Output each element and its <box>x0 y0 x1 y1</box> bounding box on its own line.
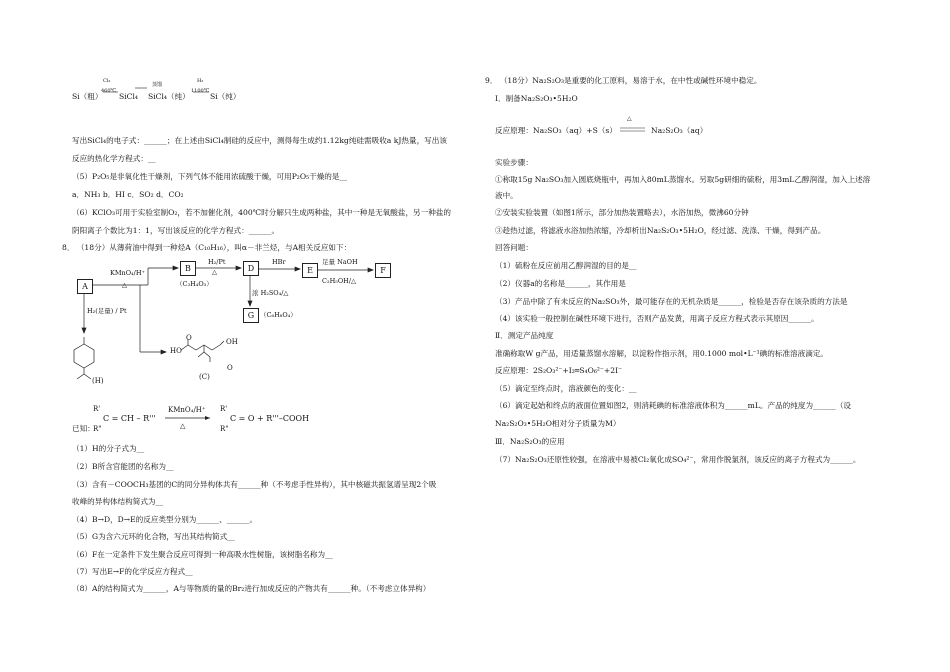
heat-symbol: △ <box>212 268 217 276</box>
distill-label: 蒸馏 <box>152 82 163 88</box>
q7-line: 反应的热化学方程式：__ <box>72 154 156 163</box>
compound-f-box: F <box>375 263 391 278</box>
reagent-h2: H₂ <box>197 78 204 84</box>
heat-symbol: △ <box>627 115 632 122</box>
section-1-title: Ⅰ．制备Na₂S₂O₃•5H₂O <box>495 94 578 103</box>
b-formula: （C₃H₄O₃） <box>176 280 213 288</box>
q8-line: （3）含有－COOCH₃基团的C的同分异构体共有______种（不考虑手性异构），其中核磁共振氢谱呈现2个吸 <box>72 480 437 489</box>
r-prime: R' <box>220 405 228 413</box>
q9-line: ①称取15g Na₂SO₃加入圆底烧瓶中，再加入80mL蒸馏水。另取5g研细的硫粉，用3mL乙醇润湿，加入上述溶 <box>495 175 871 184</box>
si-pure: Si（纯） <box>210 92 241 101</box>
temp-460: 460℃ <box>101 88 117 94</box>
h2-pt-reagent: H₂/Pt <box>208 258 226 266</box>
q9-line: （7）Na₂S₂O₃还原性较强，在溶液中易被Cl₂氧化成SO₄²⁻，常用作脱氯剂，该反应的离子方程式为______。 <box>495 455 861 464</box>
ho-group: HO <box>170 347 182 355</box>
hbr-reagent: HBr <box>272 258 286 266</box>
section-2-title: Ⅱ．测定产品纯度 <box>495 331 554 340</box>
q9-line: （3）产品中除了有未反应的Na₂SO₃外，最可能存在的无机杂质是______，检验是否存在该杂质的方法是 <box>495 297 848 306</box>
known-reaction-arrow <box>0 0 475 440</box>
q7-line: a．NH₃ b．HI c．SO₂ d．CO₂ <box>72 190 184 199</box>
q9-line: 液中。 <box>495 191 518 200</box>
known-product: C = O + R'''–COOH <box>230 414 310 423</box>
question-9-intro: 9． （18分）Na₂S₂O₃是重要的化工原料，易溶于水，在中性或碱性环境中稳定。 <box>485 76 762 85</box>
q9-line: ②安装实验装置（如图1所示，部分加热装置略去），水浴加热，微沸60分钟 <box>495 208 749 217</box>
reaction-principle: 反应原理：Na₂SO₃（aq）+S（s） <box>495 126 617 135</box>
q8-line: （2）B所含官能团的名称为__ <box>72 462 174 471</box>
reaction-equals-lines <box>475 0 950 140</box>
q9-line: （6）滴定起始和终点的液面位置如图2，则消耗碘的标准溶液体积为______mL。产品的纯度为______（设 <box>495 401 852 410</box>
carbonyl-o: O <box>227 364 233 372</box>
compound-b-box: B <box>180 261 196 276</box>
q8-line: 收峰的异构体结构简式为__ <box>72 497 164 506</box>
temp-1100: 1100℃ <box>191 88 210 94</box>
q8-line: （8）A的结构简式为______，A与等物质的量的Br₂进行加成反应的产物共有______种。（不考虑立体异构） <box>72 584 431 593</box>
g-formula: （C₆H₈O₄） <box>260 311 297 319</box>
alkene-part: C = CH – R''' <box>103 414 156 423</box>
heat-symbol: △ <box>180 422 186 430</box>
label-c: (C) <box>199 373 210 381</box>
naoh-reagent: 足量 NaOH <box>322 258 358 266</box>
ethanol-reagent: C₂H₅OH/△ <box>322 277 357 285</box>
oh-group: OH <box>226 338 238 346</box>
q9-line: （1）硫粉在反应前用乙醇润湿的目的是__ <box>495 261 637 270</box>
q9-line: 准确称取W g产品，用适量蒸馏水溶解，以淀粉作指示剂，用0.1000 mol•L⁻¹碘的标准溶液滴定。 <box>495 349 829 358</box>
h2-excess-reagent: H₂(足量) / Pt <box>87 307 127 315</box>
q9-line: （4）该实验一般控制在碱性环境下进行，否则产品发黄，用离子反应方程式表示其原因______。 <box>495 314 819 323</box>
r-double: R" <box>93 425 102 433</box>
q9-line: 实验步骤： <box>495 158 533 167</box>
q8-line: （7）写出E→F的化学反应方程式__ <box>72 567 193 576</box>
known-label: 已知： <box>72 424 95 433</box>
q7-line: （6）KClO₃可用于实验室制O₂，若不加催化剂，400℃时分解只生成两种盐，其中一种是无氧酸盐，另一种盐的 <box>72 208 451 217</box>
q7-line: 阴阳离子个数比为1：1，写出该反应的化学方程式：______。 <box>72 226 280 235</box>
compound-g-box: G <box>243 308 259 323</box>
known-reagent: KMnO₄/H⁺ <box>168 406 206 414</box>
q8-line: （1）H的分子式为__ <box>72 444 145 453</box>
si-crude: Si（粗） <box>72 92 103 101</box>
sicl4: SiCl₄ <box>119 92 138 101</box>
reaction-product: Na₂S₂O₃（aq） <box>651 126 708 135</box>
q9-line: ③趁热过滤，将滤液水浴加热浓缩，冷却析出Na₂S₂O₃•5H₂O，经过滤、洗涤、干燥，得到产品。 <box>495 226 826 235</box>
reagent-cl2: Cl₂ <box>103 78 111 84</box>
heat-symbol: △ <box>122 281 127 289</box>
r-double: R" <box>220 425 229 433</box>
q9-line: Na₂S₂O₃•5H₂O相对分子质量为M） <box>495 419 621 428</box>
carbonyl-o: O <box>186 334 192 342</box>
q8-line: （4）B→D，D→E的反应类型分别为______、______。 <box>72 515 258 524</box>
section-3-title: Ⅲ．Na₂S₂O₃的应用 <box>495 437 565 446</box>
q8-line: （6）F在一定条件下发生聚合反应可得到一种高吸水性树脂，该树脂名称为__ <box>72 550 333 559</box>
q8-line: （5）G为含六元环的化合物，写出其结构简式__ <box>72 532 235 541</box>
h2so4-reagent: 浓 H₂SO₄/△ <box>252 289 289 297</box>
label-h: (H) <box>92 377 104 385</box>
r-prime: R' <box>93 405 101 413</box>
compound-d-box: D <box>243 261 259 276</box>
question-8-intro: 8． （18分）从薄荷油中得到一种烃A（C₁₀H₁₆），叫α－非兰烃，与A相关反应如下： <box>62 243 352 252</box>
compound-e-box: E <box>302 263 318 278</box>
q9-line: （2）仪器a的名称是______，其作用是 <box>495 279 626 288</box>
kmno4-reagent: KMnO₄/H⁺ <box>110 269 145 277</box>
sicl4-pure: SiCl₄（纯） <box>148 92 190 101</box>
q7-line: 写出SiCl₄的电子式：______；在上述由SiCl₄制硅的反应中，测得每生成约1.12kg纯硅需吸收a kJ热量，写出该 <box>72 136 447 145</box>
q9-line: （5）滴定至终点时，溶液颜色的变化：__ <box>495 384 637 393</box>
q9-line: 反应原理：2S₂O₃²⁻+I₂═S₄O₆²⁻+2I⁻ <box>495 366 623 375</box>
q7-line: （5）P₂O₅是非氧化性干燥剂，下列气体不能用浓硫酸干燥，可用P₂O₅干燥的是__ <box>72 172 348 181</box>
q9-line: 回答问题： <box>495 243 533 252</box>
compound-a-box: A <box>77 279 93 294</box>
